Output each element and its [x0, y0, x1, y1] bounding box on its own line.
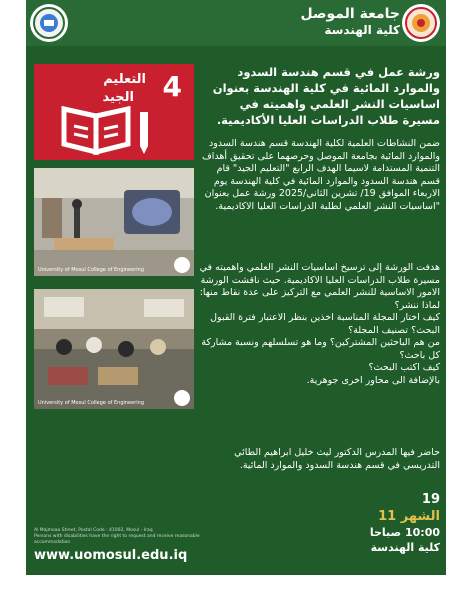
sdg-label-line1: التعليم — [103, 72, 146, 87]
point-1: لماذا ننشر؟ — [394, 299, 440, 311]
point-3: من هم الباحثين المشتركين؟ وما هو تسلسلهم ونسبة مشاركة كل باحث؟ — [201, 337, 440, 361]
point-2: كيف اختار المجلة المناسبة اخذين بنظر الاعتبار فترة القبول البحث؟ تصنيف المجلة؟ — [210, 312, 440, 336]
photo-logo-1 — [174, 257, 190, 273]
photo-caption-1: University of Mosul College of Engineering — [38, 267, 144, 273]
sdg-number: 4 — [162, 70, 182, 103]
workshop-photo-2 — [34, 289, 194, 409]
paragraph-2-intro: هدفت الورشة إلى ترسيخ اساسيات النشر العلمي واهميته في مسيرة طلاب الدراسات العليا الاكاديمية. حيث ناقشت الورشة الامور الاساسية للنشر العلمي مع التركيز على عدة نقاط منها: — [199, 262, 440, 298]
photo-caption-2: University of Mosul College of Engineering — [38, 400, 144, 406]
classroom-scene-1 — [34, 168, 194, 276]
header-titles — [300, 6, 400, 38]
body-paragraph-1: ضمن النشاطات العلمية لكلية الهندسة قسم هندسة السدود والموارد المائية بجامعة الموصل وحرصهما على تحقيق أهداف التنمية المستدامة لاسيما الهدف الرابع "التعليم الجيد" قام قسم هندسة السدود والموارد المائية في كلية الهندسة يوم الاربعاء الموافق 19/ تشرين الثاني/2025 ورشة عمل بعنوان "اساسيات النشر العلمي لطلبة الدراسات العليا الاكاديمية. — [201, 138, 440, 212]
announcement-title: ورشة عمل في قسم هندسة السدود والموارد المائية في كلية الهندسة بعنوان اساسيات النشر العلمي واهميته في مسيرة طلاب الدراسات العليا الأكاديمية. — [212, 65, 440, 127]
event-month: الشهر 11 — [378, 509, 440, 524]
event-time: 10:00 صباحا — [369, 526, 440, 539]
college-name: كلية الهندسة — [324, 23, 400, 37]
workshop-photo-1 — [34, 168, 194, 276]
sdg-label-line2: الجيد — [102, 90, 134, 105]
university-name: جامعة الموصل — [300, 6, 400, 22]
book-pencil-icon — [34, 64, 194, 160]
event-day: 19 — [421, 492, 440, 507]
engineering-college-logo — [30, 4, 68, 42]
body-paragraph-3: حاضر فيها المدرس الدكتور ليث خليل ابراهيم الطائي التدريسي في قسم هندسة السدود والموارد المائية. — [234, 447, 440, 471]
footer-address: Al Majmoaa Street, Postal Code : 41002, Mosul - Iraq Persons with disabilities have the right to request and receive reasonable accommodation — [34, 528, 200, 545]
university-logo — [402, 4, 440, 42]
point-4: كيف اكتب البحث؟ — [368, 362, 440, 373]
event-date-block — [370, 492, 440, 555]
body-paragraph-2 — [198, 262, 440, 387]
sdg4-quality-education-badge — [34, 64, 194, 160]
classroom-scene-2 — [34, 289, 194, 409]
event-place: كلية الهندسة — [370, 541, 440, 554]
point-5: بالإضافة الى محاور اخرى جوهرية. — [306, 374, 440, 386]
photo-logo-2 — [174, 390, 190, 406]
website-link[interactable]: www.uomosul.edu.iq — [34, 548, 188, 563]
